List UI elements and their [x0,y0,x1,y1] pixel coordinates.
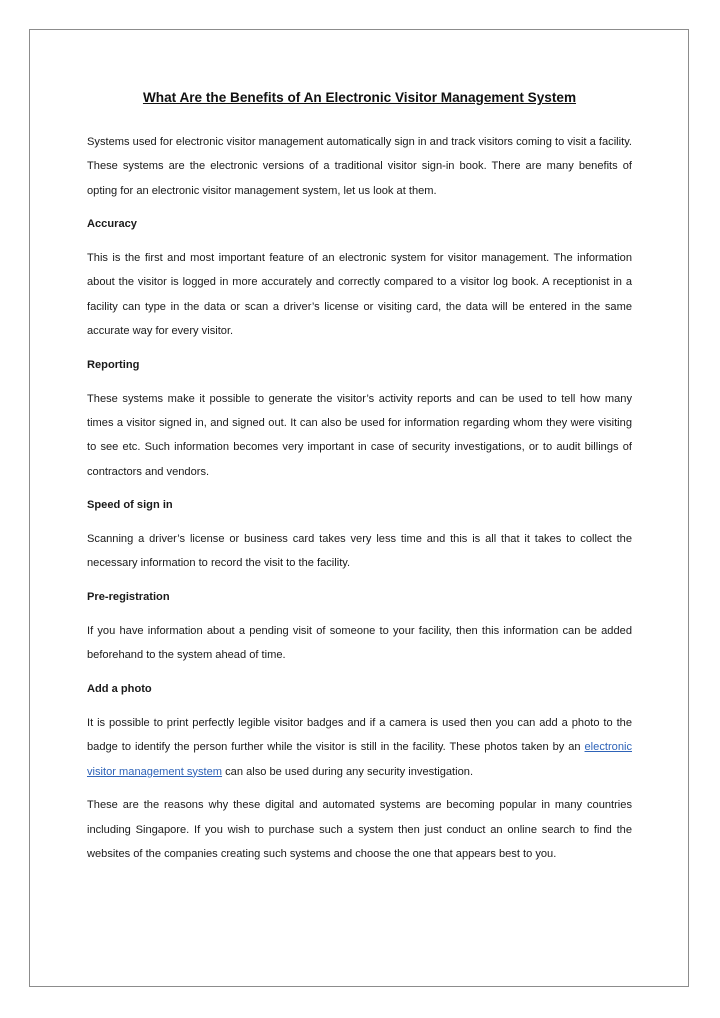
add-a-photo-text-before-link: It is possible to print perfectly legible visitor badges and if a camera is used then you can add a photo to the badge to identify the person further while the visitor is still in the facility. These photos taken by an [87,716,632,754]
section-heading-add-a-photo: Add a photo [87,683,152,696]
section-heading-pre-registration: Pre-registration [87,591,170,604]
section-paragraph-reporting: These systems make it possible to generate the visitor’s activity reports and can be used to tell how many times a visitor signed in, and signed out. It can also be used for information regarding whom they were visiting to see etc. Such information becomes very important in case of security investigations, or to audit billings of contractors and vendors. [87,392,632,478]
section-heading-reporting: Reporting [87,358,140,371]
section-heading-speed-of-sign-in: Speed of sign in [87,499,173,512]
document-title: What Are the Benefits of An Electronic Visitor Management System [142,90,577,105]
section-paragraph-add-a-photo [87,711,632,784]
section-paragraph-accuracy: This is the first and most important feature of an electronic system for visitor management. The information about the visitor is logged in more accurately and correctly compared to a visitor log book. A receptionist in a facility can type in the data or scan a driver’s license or visiting card, the data will be entered in the same accurate way for every visitor. [87,252,632,338]
add-a-photo-text-after-link: can also be used during any security investigation. [222,765,474,778]
section-heading-accuracy: Accuracy [87,218,137,231]
document-body [87,88,632,876]
conclusion-paragraph: These are the reasons why these digital and automated systems are becoming popular in many countries including Singapore. If you wish to purchase such a system then just conduct an online search to find the websites of the companies creating such systems and choose the one that appears best to you. [87,799,632,860]
intro-paragraph: Systems used for electronic visitor management automatically sign in and track visitors coming to visit a facility. These systems are the electronic versions of a traditional visitor sign-in book. There are many benefits of opting for an electronic visitor management system, let us look at them. [87,136,632,197]
section-paragraph-speed-of-sign-in: Scanning a driver’s license or business card takes very less time and this is all that it takes to collect the necessary information to record the visit to the facility. [87,533,632,570]
electronic-visitor-management-system-link[interactable]: electronic visitor management system [87,741,632,778]
section-paragraph-pre-registration: If you have information about a pending visit of someone to your facility, then this information can be added beforehand to the system ahead of time. [87,625,632,662]
